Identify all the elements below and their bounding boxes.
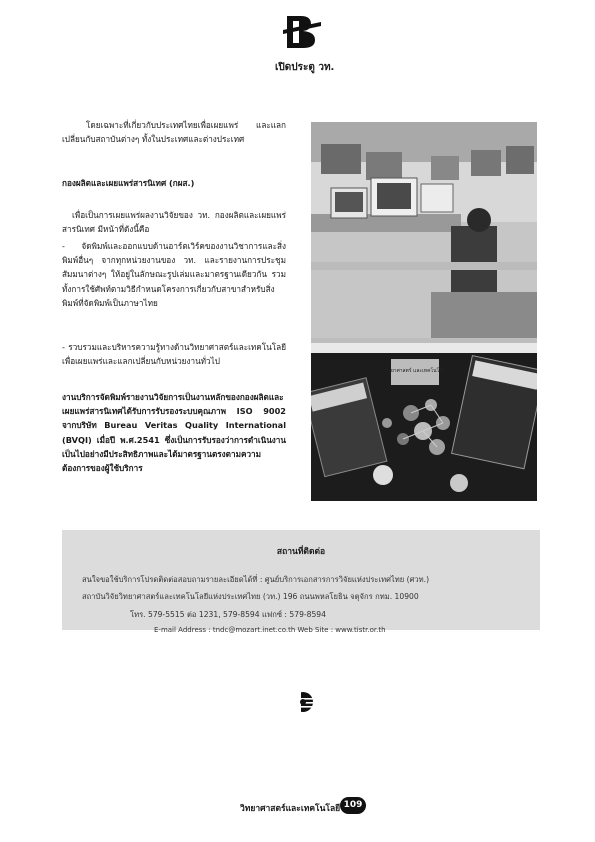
magazines-photo <box>311 343 537 501</box>
contact-title: สถานที่ติดต่อ <box>276 547 326 557</box>
contact-box <box>62 530 540 634</box>
header-logo <box>275 12 335 82</box>
magazines-image <box>311 343 537 501</box>
section-heading: กองผลิตและเผยแพร่สารนิเทศ (กผส.) <box>62 178 195 188</box>
logo-mark-icon <box>281 12 321 52</box>
contact-phone: โทร. 579-5515 ต่อ 1231, 579-8594 แฟกซ์ : 579-8594 <box>130 610 326 619</box>
bullet-item: - รวบรวมและบริหารความรู้ทางด้านวิทยาศาสตร์และเทคโนโลยี เพื่อเผยแพร่และแลกเปลี่ยนกับหน่วยงานทั่วไป <box>62 342 286 367</box>
iso-paragraph: งานบริการจัดพิมพ์รายงานวิจัยการเป็นงานหลักของกองผลิตและเผยแพร่สารนิเทศได้รับการรับรองระบบคุณภาพ ISO 9002 จากบริษัท Bureau Veritas Quality International (BVQI) เมื่อปี พ.ศ.2541 ซึ่งเป็นการรับรองว่าการดำเนินงานเป็นไปอย่างมีประสิทธิภาพและได้มาตรฐานตรงตามความต้องการของผู้ใช้บริการ <box>62 392 286 474</box>
intro-paragraph: โดยเฉพาะที่เกี่ยวกับประเทศไทยเพื่อเผยแพร่ และแลกเปลี่ยนกับสถาบันต่างๆ ทั้งในประเทศและต่างประเทศ <box>62 120 286 145</box>
bullet-item: - จัดพิมพ์และออกแบบด้านอาร์ตเวิร์คของงานวิชาการและสิ่งพิมพ์อื่นๆ จากทุกหน่วยงานของ วท. และรายงานการประชุมสัมมนาต่างๆ ให้อยู่ในลักษณะรูปเล่มและมาตรฐานเดียวกัน รวมทั้งการใช้ศัพท์ตามวิธีกำหนดโครงการเกี่ยวกับสาขาสำหรับสิ่งพิมพ์ที่จัดพิมพ์เป็นภาษาไทย <box>62 241 286 308</box>
computer-lab-photo <box>311 122 537 378</box>
page-number: 109 <box>340 797 366 814</box>
magazine-title: วิทยาศาสตร์ และเทคโนโลยี <box>384 368 446 374</box>
contact-address: สถาบันวิจัยวิทยาศาสตร์และเทคโนโลยีแห่งประเทศไทย (วท.) 196 ถนนพหลโยธิน จตุจักร กทม. 10900 <box>82 592 419 601</box>
contact-line: สนใจขอใช้บริการโปรดติดต่อสอบถามรายละเอียดได้ที่ : ศูนย์บริการเอกสารการวิจัยแห่งประเทศไทย (ศวท.) <box>82 575 430 584</box>
footer-magazine-name: วิทยาศาสตร์และเทคโนโลยี <box>240 804 341 814</box>
body-paragraph: เพื่อเป็นการเผยแพร่ผลงานวิจัยของ วท. กองผลิตและเผยแพร่สารนิเทศ มีหน้าที่ดังนี้คือ <box>62 210 286 235</box>
logo-text: เปิดประตู วท. <box>275 62 335 73</box>
contact-email-web: E-mail Address : tndc@mozart.inet.co.th Web Site : www.tistr.or.th <box>154 626 386 634</box>
ornament-icon <box>292 691 314 713</box>
computer-lab-image <box>311 122 537 338</box>
